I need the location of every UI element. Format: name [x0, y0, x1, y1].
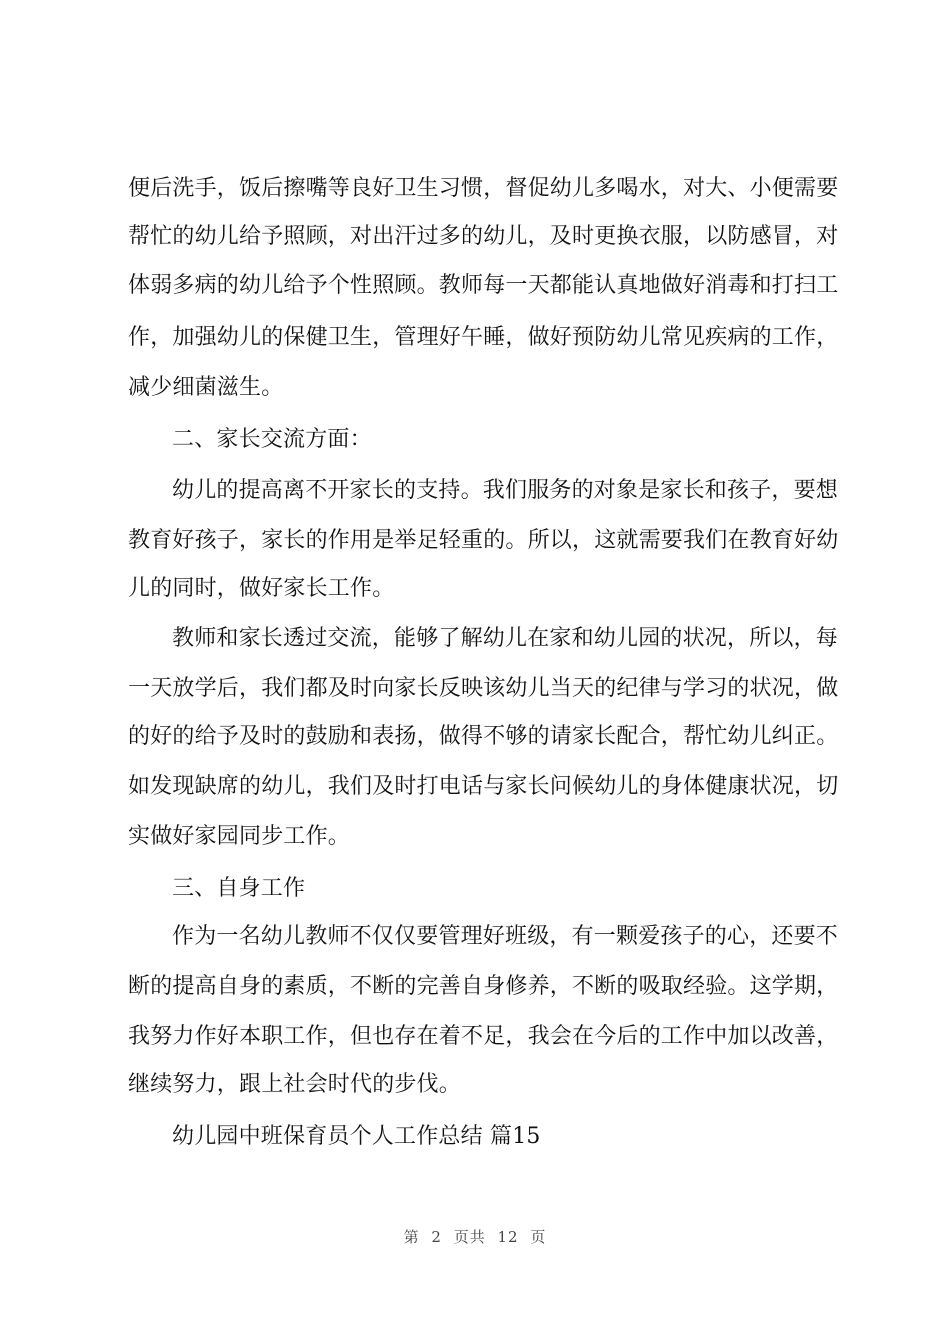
footer-current-page: 2 — [431, 1228, 442, 1246]
paragraph-line: 儿的同时，做好家长工作。 — [128, 576, 395, 601]
paragraph-line: 教师和家长透过交流，能够了解幼儿在家和幼儿园的状况，所以，每 — [172, 626, 839, 651]
paragraph-line: 作为一名幼儿教师不仅仅要管理好班级，有一颗爱孩子的心，还要不 — [172, 924, 839, 949]
footer-label-ye: 页 — [530, 1228, 547, 1246]
paragraph-line: 实做好家园同步工作。 — [128, 824, 351, 849]
section-heading: 三、自身工作 — [172, 876, 306, 901]
paragraph-line: 如发现缺席的幼儿，我们及时打电话与家长问候幼儿的身体健康状况，切 — [128, 774, 839, 799]
article-title: 幼儿园中班保育员个人工作总结 篇15 — [172, 1124, 541, 1149]
footer-label-di: 第 — [403, 1228, 420, 1246]
paragraph-line: 教育好孩子，家长的作用是举足轻重的。所以，这就需要我们在教育好幼 — [128, 528, 839, 553]
paragraph-line: 便后洗手，饭后擦嘴等良好卫生习惯，督促幼儿多喝水，对大、小便需要 — [128, 176, 839, 201]
paragraph-line: 断的提高自身的素质，不断的完善自身修养，不断的吸取经验。这学期， — [128, 974, 839, 999]
paragraph-line: 帮忙的幼儿给予照顾，对出汗过多的幼儿，及时更换衣服，以防感冒，对 — [128, 224, 839, 249]
paragraph-line: 我努力作好本职工作，但也存在着不足，我会在今后的工作中加以改善， — [128, 1024, 839, 1049]
paragraph-line: 的好的给予及时的鼓励和表扬，做得不够的请家长配合，帮忙幼儿纠正。 — [128, 724, 839, 749]
paragraph-line: 幼儿的提高离不开家长的支持。我们服务的对象是家长和孩子，要想 — [172, 478, 839, 503]
page-footer — [0, 1226, 950, 1247]
paragraph-line: 一天放学后，我们都及时向家长反映该幼儿当天的纪律与学习的状况，做 — [128, 676, 839, 701]
footer-label-ye-gong: 页共 — [453, 1228, 486, 1246]
paragraph-line: 继续努力，跟上社会时代的步伐。 — [128, 1072, 462, 1097]
footer-total-pages: 12 — [497, 1228, 519, 1246]
paragraph-line: 作，加强幼儿的保健卫生，管理好午睡，做好预防幼儿常见疾病的工作， — [128, 325, 839, 350]
paragraph-line: 减少细菌滋生。 — [128, 375, 284, 400]
section-heading: 二、家长交流方面： — [172, 427, 372, 452]
paragraph-line: 体弱多病的幼儿给予个性照顾。教师每一天都能认真地做好消毒和打扫工 — [128, 273, 839, 298]
